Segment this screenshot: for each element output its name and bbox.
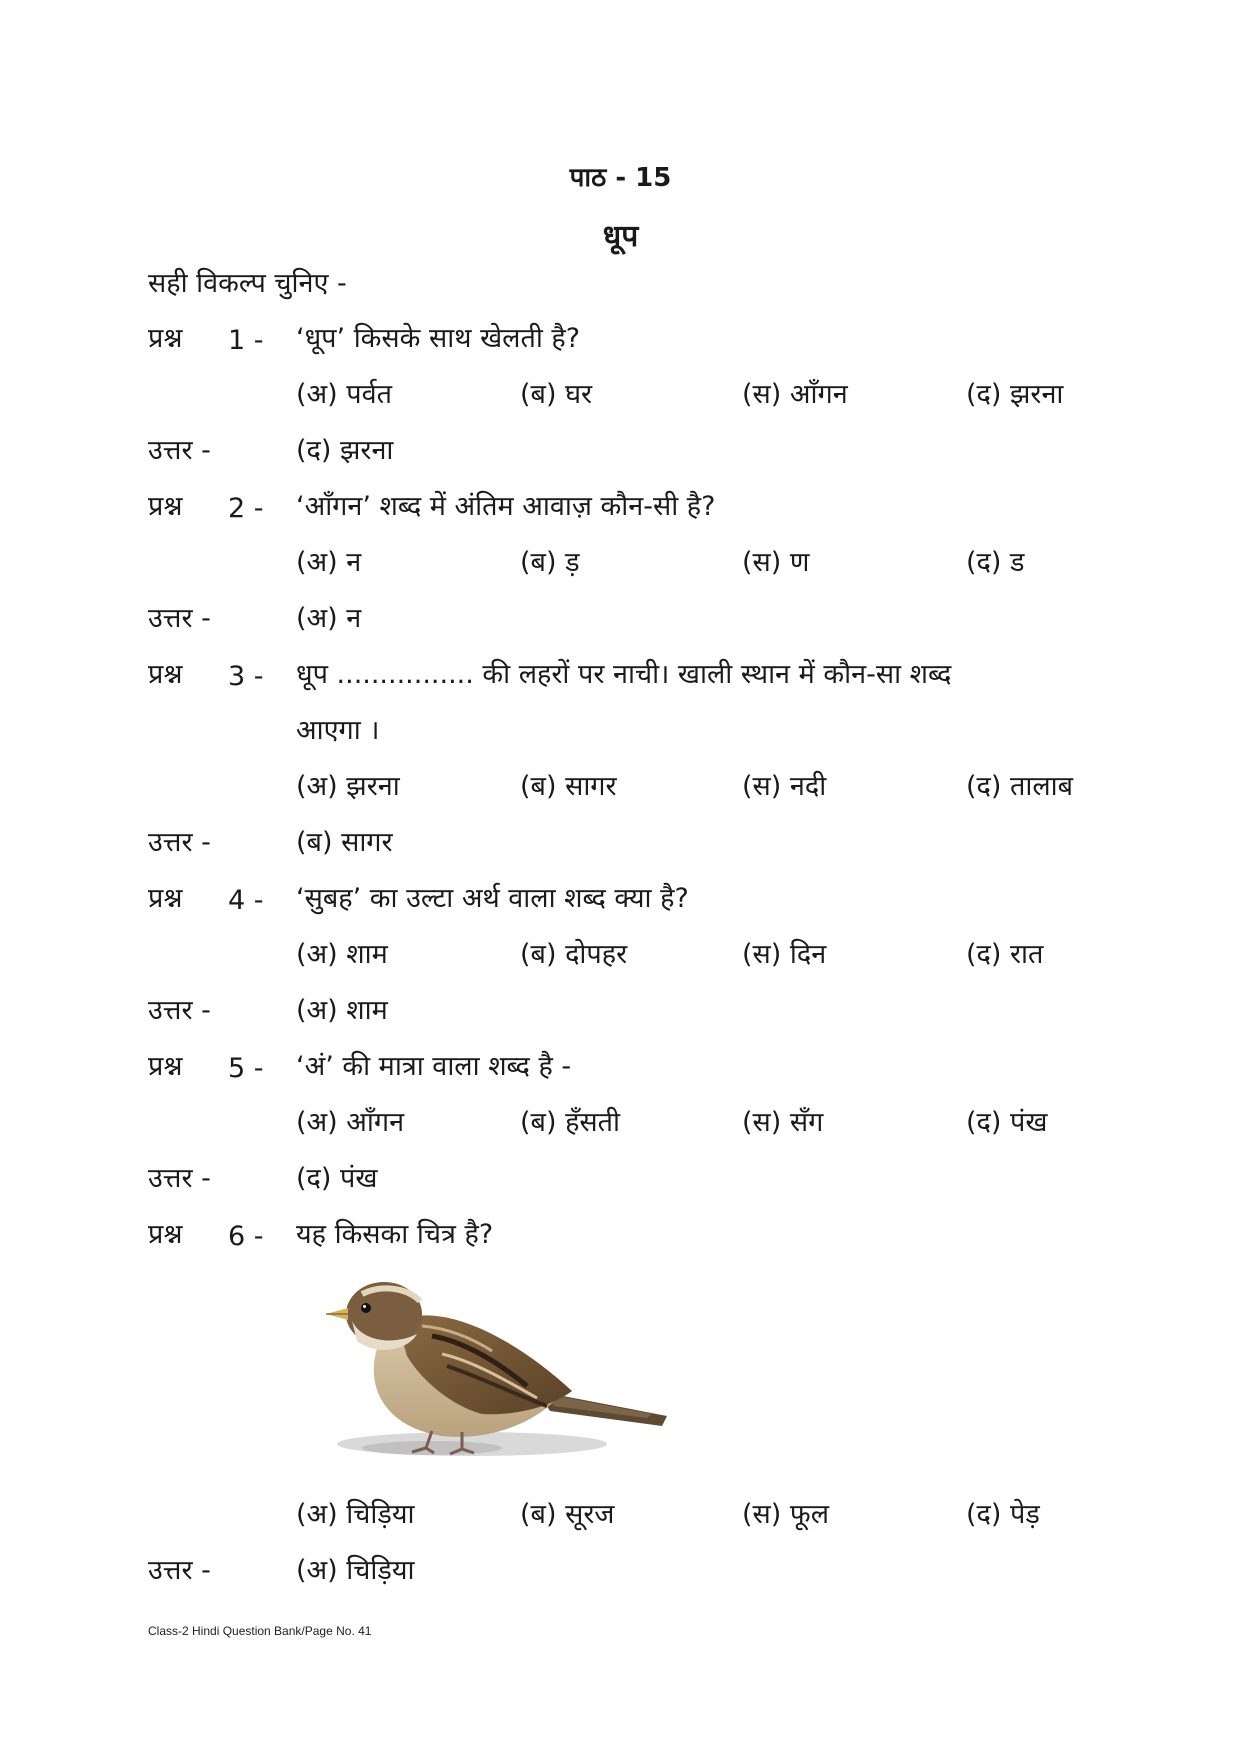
option: (स) नदी <box>742 771 827 802</box>
instruction: सही विकल्प चुनिए - <box>148 268 347 299</box>
answer-label: उत्तर - <box>148 995 211 1026</box>
lesson-title: धूप <box>602 219 639 254</box>
question-number: 6 - <box>228 1221 264 1252</box>
question-text: ‘सुबह’ का उल्टा अर्थ वाला शब्द क्या है? <box>296 883 689 914</box>
question-label: प्रश्न <box>148 1219 183 1250</box>
option: (द) पेड़ <box>966 1499 1040 1530</box>
question-number: 5 - <box>228 1053 264 1084</box>
answer-text: (द) झरना <box>296 435 394 466</box>
option: (अ) शाम <box>296 939 388 970</box>
option: (ब) दोपहर <box>520 939 628 970</box>
sparrow-illustration <box>322 1266 684 1466</box>
option: (ब) सूरज <box>520 1499 615 1530</box>
answer-label: उत्तर - <box>148 827 211 858</box>
answer-label: उत्तर - <box>148 435 211 466</box>
option: (अ) न <box>296 547 362 578</box>
lesson-number: पाठ - 15 <box>569 163 672 193</box>
answer-text: (अ) शाम <box>296 995 388 1026</box>
question-text-continued: आएगा । <box>296 715 380 746</box>
question-label: प्रश्न <box>148 491 183 522</box>
option: (अ) चिड़िया <box>296 1499 415 1530</box>
option: (स) ण <box>742 547 810 578</box>
page-footer: Class-2 Hindi Question Bank/Page No. 41 <box>148 1624 372 1638</box>
question-number: 4 - <box>228 885 264 916</box>
option: (ब) सागर <box>520 771 617 802</box>
option: (द) पंख <box>966 1107 1048 1138</box>
question-number: 1 - <box>228 325 264 356</box>
option: (ब) घर <box>520 379 593 410</box>
question-label: प्रश्न <box>148 883 183 914</box>
option: (द) झरना <box>966 379 1064 410</box>
option: (अ) झरना <box>296 771 400 802</box>
answer-text: (ब) सागर <box>296 827 393 858</box>
question-text: यह किसका चित्र है? <box>296 1219 494 1250</box>
question-text: ‘आँगन’ शब्द में अंतिम आवाज़ कौन-सी है? <box>296 491 716 522</box>
answer-label: उत्तर - <box>148 1555 211 1586</box>
question-text: ‘अं’ की मात्रा वाला शब्द है - <box>296 1051 572 1082</box>
answer-text: (अ) न <box>296 603 362 634</box>
question-text: धूप ................ की लहरों पर नाची। खाली स्थान में कौन-सा शब्द <box>296 659 952 690</box>
option: (अ) पर्वत <box>296 379 393 410</box>
option: (स) फूल <box>742 1499 830 1530</box>
answer-label: उत्तर - <box>148 603 211 634</box>
answer-text: (अ) चिड़िया <box>296 1555 415 1586</box>
option: (स) आँगन <box>742 379 848 410</box>
question-number: 3 - <box>228 661 264 692</box>
option: (ब) ड़ <box>520 547 580 578</box>
option: (द) रात <box>966 939 1044 970</box>
question-text: ‘धूप’ किसके साथ खेलती है? <box>296 323 581 354</box>
question-label: प्रश्न <box>148 323 183 354</box>
question-label: प्रश्न <box>148 1051 183 1082</box>
option: (अ) आँगन <box>296 1107 405 1138</box>
option: (स) दिन <box>742 939 827 970</box>
option: (द) ड <box>966 547 1025 578</box>
answer-text: (द) पंख <box>296 1163 378 1194</box>
question-label: प्रश्न <box>148 659 183 690</box>
answer-label: उत्तर - <box>148 1163 211 1194</box>
option: (द) तालाब <box>966 771 1074 802</box>
question-number: 2 - <box>228 493 264 524</box>
option: (ब) हँसती <box>520 1107 621 1138</box>
option: (स) सँग <box>742 1107 824 1138</box>
